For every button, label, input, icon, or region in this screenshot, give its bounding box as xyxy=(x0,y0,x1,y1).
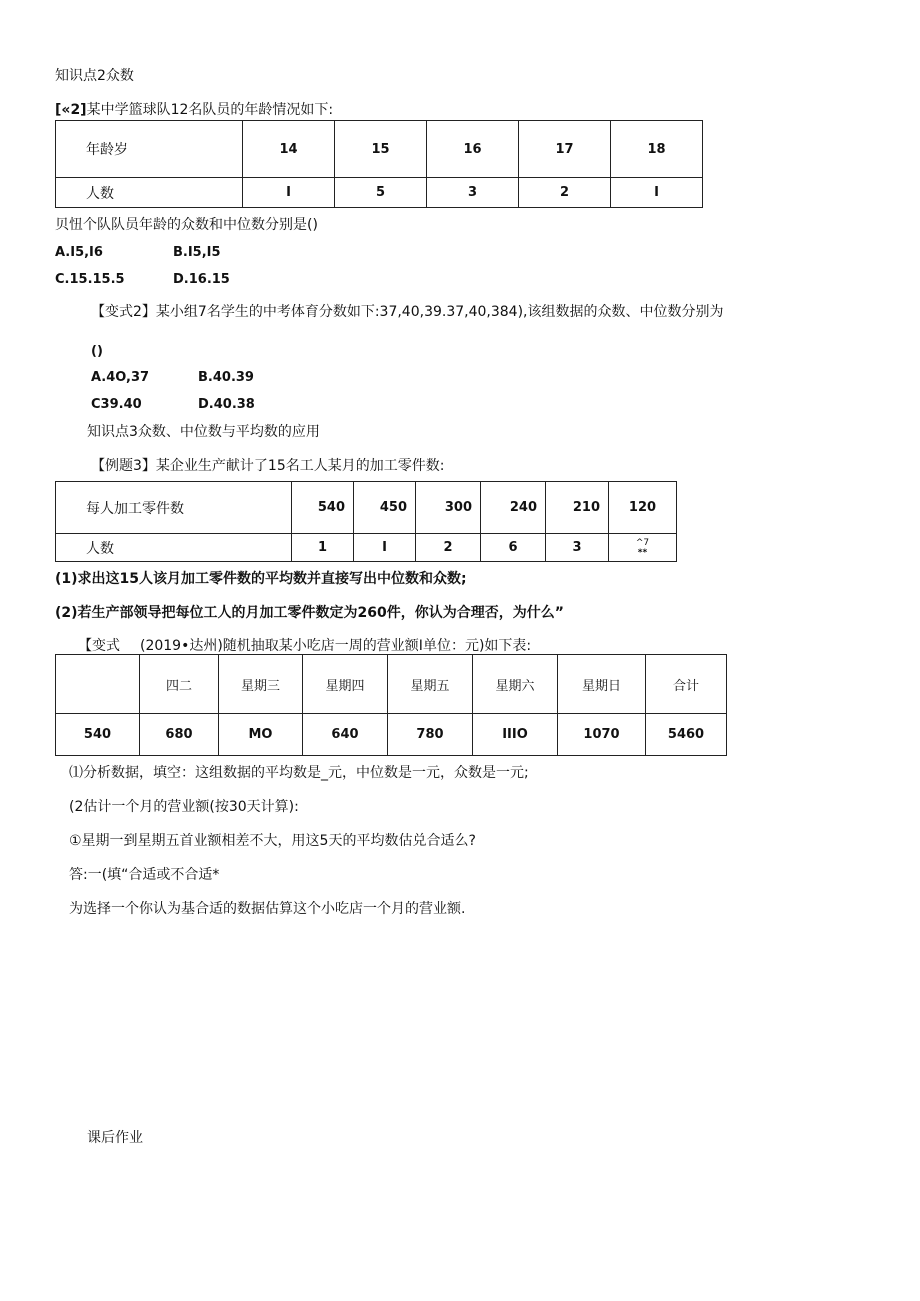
variant-3-text: (2019•达州)随机抽取某小吃店一周的营业额I单位：元)如下表: xyxy=(140,638,532,654)
option-b: B.I5,I5 xyxy=(173,245,221,260)
answer-paren: () xyxy=(91,344,103,359)
option-b: B.40.39 xyxy=(198,370,254,385)
example-3-subquestion-1: (1)求出这15人该月加工零件数的平均数并直接写出中位数和众数; xyxy=(55,571,467,587)
option-d: D.16.15 xyxy=(173,272,230,287)
age-row xyxy=(56,121,703,178)
variant-3-subquestion-3: ①星期一到星期五首业额相差不大，用这5天的平均数估兑合适么? xyxy=(69,833,476,849)
age-cell: 16 xyxy=(427,121,519,178)
workers-row xyxy=(56,534,677,562)
revenue-header-cell xyxy=(56,655,140,714)
variant-3-subquestion-4: 为选择一个你认为基合适的数据估算这个小吃店一个月的营业额. xyxy=(69,901,466,917)
revenue-cell: 640 xyxy=(303,714,388,756)
variant-3-subquestion-1: ⑴分析数据，填空：这组数据的平均数是_元，中位数是一元，众数是一元; xyxy=(69,765,529,781)
example-3-question xyxy=(91,457,444,475)
section-heading-mode: 知识点2众数 xyxy=(55,68,134,84)
revenue-cell: 780 xyxy=(388,714,473,756)
option-a: A.I5,I6 xyxy=(55,245,103,260)
age-cell: 15 xyxy=(335,121,427,178)
homework-heading: 课后作业 xyxy=(87,1130,143,1146)
revenue-cell: MO xyxy=(219,714,303,756)
example-3-label: 【例题3】 xyxy=(91,458,156,474)
example-2-intro xyxy=(55,101,333,119)
variant-3-subquestion-2: (2估计一个月的营业额(按30天计算): xyxy=(69,799,299,815)
parts-row xyxy=(56,482,677,534)
count-cell: 5 xyxy=(335,178,427,208)
count-cell: 3 xyxy=(427,178,519,208)
question-text: 贝忸个队队员年龄的众数和中位数分别是() xyxy=(55,217,318,233)
parts-cell: 540 xyxy=(292,482,354,534)
variant-3-label: 【变式 xyxy=(78,638,120,654)
age-header-cell: 年龄岁 xyxy=(56,121,243,178)
parts-cell: 240 xyxy=(481,482,546,534)
workers-cell: 6 xyxy=(481,534,546,562)
variant-2-question xyxy=(91,303,724,321)
parts-cell: 210 xyxy=(546,482,609,534)
workers-cell-obscured xyxy=(609,534,677,562)
example-2-label: [«2] xyxy=(55,102,87,118)
revenue-cell: IIIO xyxy=(473,714,558,756)
revenue-header-cell: 星期四 xyxy=(303,655,388,714)
parts-table xyxy=(55,481,677,562)
count-cell: 2 xyxy=(519,178,611,208)
workers-cell: I xyxy=(354,534,416,562)
obscured-mark-bottom: ** xyxy=(637,547,648,558)
option-a: A.4O,37 xyxy=(91,370,150,385)
parts-header-cell: 每人加工零件数 xyxy=(56,482,292,534)
revenue-value-row xyxy=(56,714,727,756)
example-3-text: 某企业生产献计了15名工人某月的加工零件数: xyxy=(155,458,445,474)
variant-2-label: 【变式2】 xyxy=(91,304,156,320)
option-c: C.15.15.5 xyxy=(55,272,125,287)
age-cell: 18 xyxy=(611,121,703,178)
workers-cell: 2 xyxy=(416,534,481,562)
parts-cell: 300 xyxy=(416,482,481,534)
revenue-header-cell: 四二 xyxy=(140,655,219,714)
revenue-header-cell: 星期六 xyxy=(473,655,558,714)
option-d: D.40.38 xyxy=(198,397,255,412)
revenue-cell: 680 xyxy=(140,714,219,756)
revenue-header-cell: 星期日 xyxy=(558,655,646,714)
workers-cell: 3 xyxy=(546,534,609,562)
revenue-header-cell: 星期五 xyxy=(388,655,473,714)
parts-cell: 120 xyxy=(609,482,677,534)
revenue-cell: 540 xyxy=(56,714,140,756)
age-cell: 17 xyxy=(519,121,611,178)
revenue-header-row xyxy=(56,655,727,714)
parts-cell: 450 xyxy=(354,482,416,534)
revenue-cell: 5460 xyxy=(646,714,727,756)
revenue-header-cell: 合计 xyxy=(646,655,727,714)
count-row xyxy=(56,178,703,208)
obscured-mark-top: ^7 xyxy=(635,537,650,548)
example-2-text: 某中学篮球队12名队员的年龄情况如下: xyxy=(86,102,334,118)
option-c: C39.40 xyxy=(91,397,142,412)
age-cell: 14 xyxy=(243,121,335,178)
revenue-cell: 1070 xyxy=(558,714,646,756)
count-cell: I xyxy=(243,178,335,208)
revenue-table xyxy=(55,654,727,756)
example-3-subquestion-2: (2)若生产部领导把每位工人的月加工零件数定为260件，你认为合理否，为什么” xyxy=(55,605,564,621)
variant-2-text: 某小组7名学生的中考体育分数如下:37,40,39.37,40,384),该组数据的众数、中位数分别为 xyxy=(155,304,724,320)
age-table xyxy=(55,120,703,208)
count-cell: I xyxy=(611,178,703,208)
variant-3-answer-line: 答:一(填“合适或不合适* xyxy=(69,867,220,883)
workers-header-cell: 人数 xyxy=(56,534,292,562)
count-header-cell: 人数 xyxy=(56,178,243,208)
section-heading-application: 知识点3众数、中位数与平均数的应用 xyxy=(87,424,320,440)
workers-cell: 1 xyxy=(292,534,354,562)
revenue-header-cell: 星期三 xyxy=(219,655,303,714)
